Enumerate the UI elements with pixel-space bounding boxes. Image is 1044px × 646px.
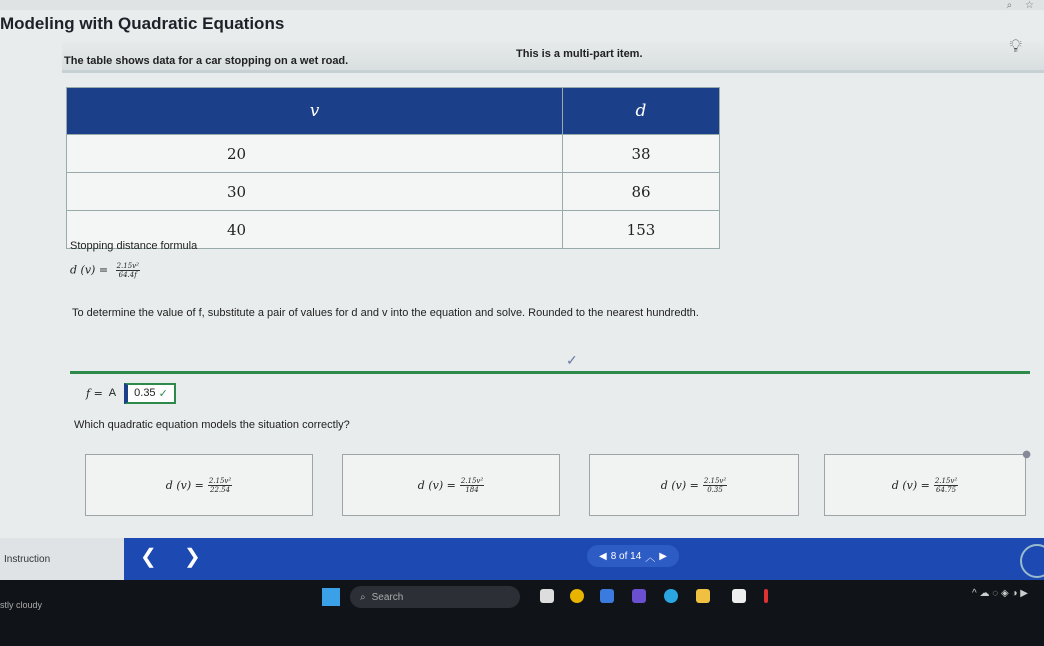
table-row	[67, 173, 720, 211]
instruction-tab[interactable]: Instruction	[0, 538, 124, 580]
formula-denominator: 64.4f	[118, 271, 137, 279]
formula-fraction	[116, 262, 140, 279]
edge-icon[interactable]	[664, 589, 678, 603]
choice-d[interactable]	[824, 449, 1031, 516]
choice-b[interactable]	[342, 454, 560, 516]
choice-numerator: 2.15v²	[703, 476, 727, 485]
chrome-icon[interactable]	[570, 589, 584, 603]
table-cell: 153	[563, 211, 720, 249]
navigation-bar	[0, 538, 1044, 580]
teams-icon[interactable]	[632, 589, 646, 603]
table-cell: 30	[67, 173, 563, 211]
windows-start-icon[interactable]	[322, 588, 340, 606]
instruction-text: To determine the value of f, substitute a pair of values for d and v into the equation and solve. Rounded to the nearest hundredth.	[72, 307, 699, 319]
formula-lhs: d (v) =	[70, 263, 109, 277]
page-indicator[interactable]	[587, 545, 679, 567]
choice-denominator: 22.54	[210, 485, 231, 494]
data-table	[66, 87, 720, 249]
answer-row	[86, 381, 176, 405]
page-right-icon[interactable]: ▶	[659, 550, 667, 562]
app-icon[interactable]	[600, 589, 614, 603]
notes-icon[interactable]	[732, 589, 746, 603]
choice-numerator: 2.15v²	[208, 476, 232, 485]
question-text: Which quadratic equation models the situation correctly?	[74, 419, 350, 431]
star-icon[interactable]: ☆	[1025, 0, 1034, 11]
lightbulb-icon[interactable]: 💡︎	[1009, 36, 1022, 56]
column-header-v: v	[67, 88, 563, 135]
stopping-formula	[70, 262, 140, 279]
answer-input[interactable]	[124, 383, 176, 404]
taskbar	[0, 580, 1044, 646]
correct-check-icon: ✓	[158, 387, 168, 400]
choice-fraction	[460, 477, 484, 494]
choice-denominator: 184	[465, 485, 479, 494]
page-count: 8 of 14	[610, 550, 642, 562]
browser-strip	[0, 0, 1044, 10]
f-label: f =	[86, 386, 103, 400]
choice-c[interactable]	[589, 454, 799, 516]
page-left-icon[interactable]: ◀	[599, 550, 607, 562]
intro-text: The table shows data for a car stopping on a wet road.	[64, 55, 349, 67]
red-app-icon[interactable]	[764, 589, 768, 603]
chevron-up-icon[interactable]: ︿	[645, 552, 656, 564]
choice-lhs: d (v) =	[891, 478, 930, 492]
choice-fraction	[703, 477, 727, 494]
flag-icon: ●	[1022, 449, 1031, 460]
choice-fraction	[934, 477, 958, 494]
table-cell: 86	[563, 173, 720, 211]
choice-denominator: 64.75	[936, 485, 957, 494]
page-title: Modeling with Quadratic Equations	[0, 14, 285, 33]
taskbar-search-label: Search	[371, 591, 404, 603]
choice-fraction	[208, 477, 232, 494]
choice-lhs: d (v) =	[660, 478, 699, 492]
table-cell: 20	[67, 135, 563, 173]
table-cell: 40	[67, 211, 563, 249]
choice-lhs: d (v) =	[417, 478, 456, 492]
folder-icon[interactable]	[696, 589, 710, 603]
part-divider	[70, 371, 1030, 374]
formula-numerator: 2.15v²	[116, 262, 139, 270]
choice-denominator: 0.35	[707, 485, 723, 494]
choice-numerator: 2.15v²	[460, 476, 484, 485]
answer-value: 0.35	[134, 387, 156, 399]
column-header-d: d	[563, 88, 720, 135]
progress-circle[interactable]	[1020, 544, 1044, 578]
table-cell: 38	[563, 135, 720, 173]
choice-a[interactable]	[85, 454, 313, 516]
weather-text: stly cloudy	[0, 600, 43, 610]
system-tray[interactable]: ^ ☁ ◌ ◈ ◑ ▶	[972, 588, 1028, 599]
file-icon[interactable]	[540, 589, 554, 603]
next-arrow-icon[interactable]: ❯	[184, 546, 201, 568]
search-icon: ⌕	[360, 591, 366, 603]
choice-numerator: 2.15v²	[934, 476, 958, 485]
choice-lhs: d (v) =	[165, 478, 204, 492]
taskbar-search[interactable]	[350, 586, 520, 608]
table-row	[67, 135, 720, 173]
answer-marker: A	[108, 387, 117, 399]
previous-arrow-icon[interactable]: ❮	[140, 546, 157, 568]
search-icon[interactable]: ⌕	[1006, 0, 1013, 11]
multipart-note: This is a multi-part item.	[516, 48, 643, 60]
formula-label: Stopping distance formula	[70, 240, 198, 252]
check-icon: ✓	[566, 352, 578, 368]
